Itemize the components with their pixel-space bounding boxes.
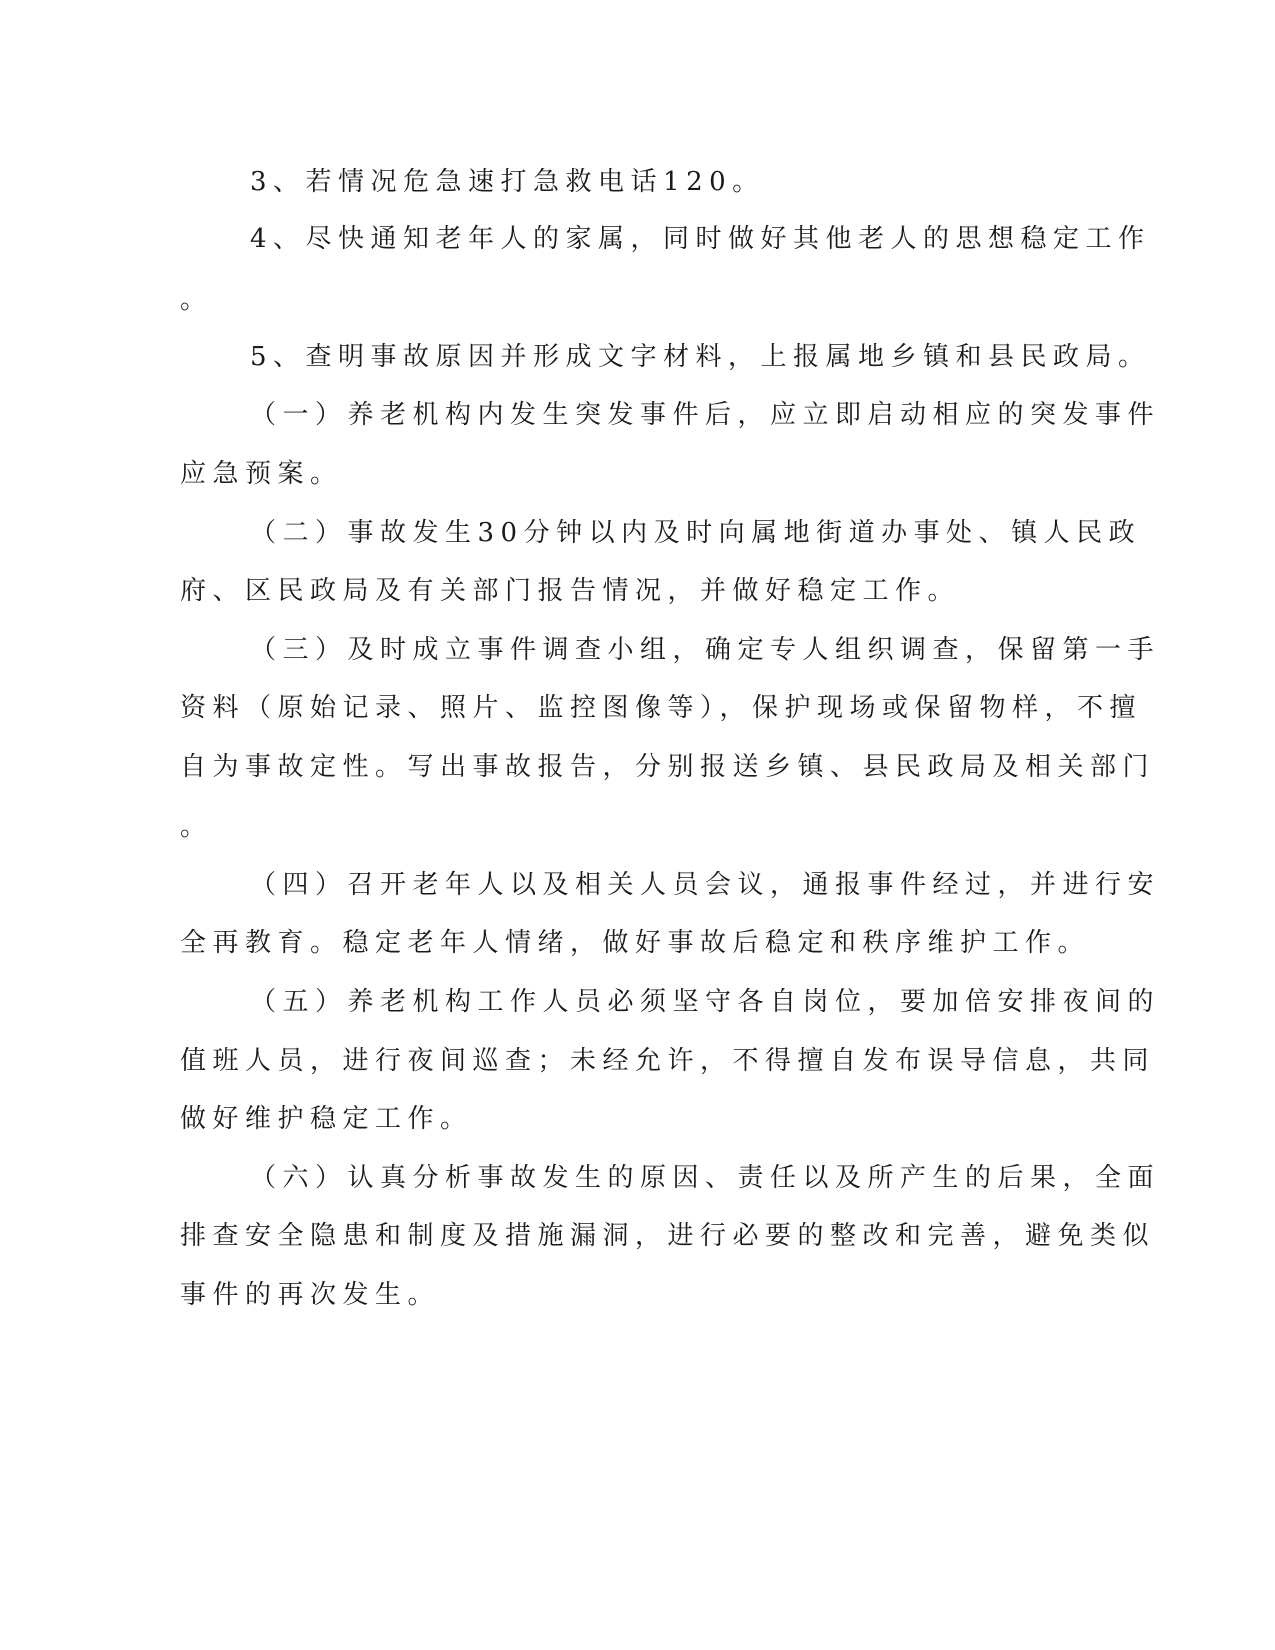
text-line: （二）事故发生30分钟以内及时向属地街道办事处、镇人民政 <box>250 518 1142 548</box>
text-line: 府、区民政局及有关部门报告情况，并做好稳定工作。 <box>180 576 961 606</box>
text-line: 资料（原始记录、照片、监控图像等），保护现场或保留物样，不擅 <box>180 693 1143 723</box>
text-line: （一）养老机构内发生突发事件后，应立即启动相应的突发事件 <box>250 400 1161 430</box>
text-line: 3、若情况危急速打急救电话120。 <box>250 167 765 197</box>
text-line: 。 <box>180 285 213 315</box>
text-line: 排查安全隐患和制度及措施漏洞，进行必要的整改和完善，避免类似 <box>180 1221 1156 1251</box>
text-line: （四）召开老年人以及相关人员会议，通报事件经过，并进行安 <box>250 870 1161 900</box>
text-line: 做好维护稳定工作。 <box>180 1104 473 1134</box>
text-line: （六）认真分析事故发生的原因、责任以及所产生的后果，全面 <box>250 1163 1161 1193</box>
text-line: 事件的再次发生。 <box>180 1280 441 1310</box>
text-line: 4、尽快通知老年人的家属，同时做好其他老人的思想稳定工作 <box>250 224 1151 254</box>
text-line: 自为事故定性。写出事故报告，分别报送乡镇、县民政局及相关部门 <box>180 752 1156 782</box>
text-line: （五）养老机构工作人员必须坚守各自岗位，要加倍安排夜间的 <box>250 987 1161 1017</box>
text-line: 全再教育。稳定老年人情绪，做好事故后稳定和秩序维护工作。 <box>180 928 1091 958</box>
text-line: 值班人员，进行夜间巡查；未经允许，不得擅自发布误导信息，共同 <box>180 1046 1156 1076</box>
text-line: 。 <box>180 812 213 842</box>
text-line: 5、查明事故原因并形成文字材料，上报属地乡镇和县民政局。 <box>250 342 1151 372</box>
text-line: 应急预案。 <box>180 459 343 489</box>
text-line: （三）及时成立事件调查小组，确定专人组织调查，保留第一手 <box>250 635 1161 665</box>
